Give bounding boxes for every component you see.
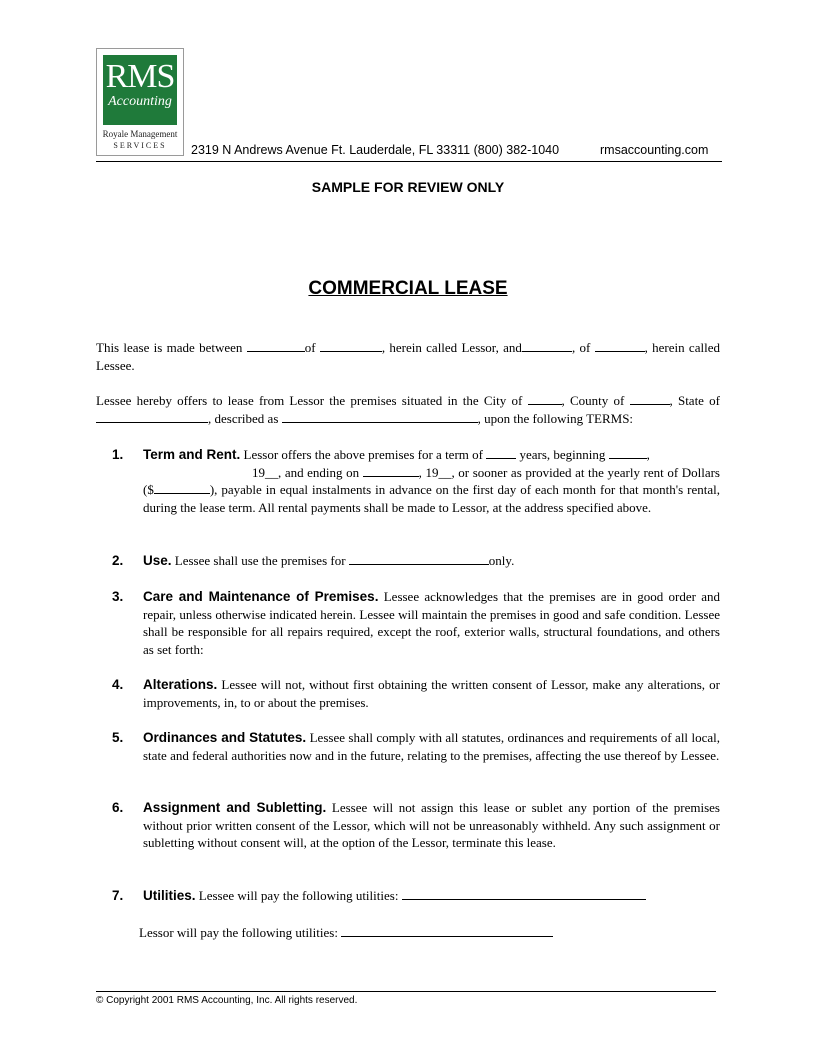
title-text: COMMERCIAL LEASE xyxy=(308,278,508,299)
term-text: , xyxy=(646,447,650,462)
term-number: 1. xyxy=(112,447,124,462)
term-text: years, beginning xyxy=(516,447,609,462)
blank-line xyxy=(522,339,572,352)
term-heading: Term and Rent. xyxy=(143,447,241,462)
intro-text: , State of xyxy=(669,393,720,408)
logo-script: Accounting xyxy=(108,94,172,109)
blank-line xyxy=(282,410,478,423)
blank-line xyxy=(154,481,210,494)
term-number: 5. xyxy=(112,730,124,745)
blank-line xyxy=(486,446,516,459)
blank-line xyxy=(341,924,553,937)
company-address: 2319 N Andrews Avenue Ft. Lauderdale, FL 33311 (800) 382-1040 xyxy=(191,143,560,157)
intro-text: , herein called Lessor, and xyxy=(381,340,522,355)
blank-line xyxy=(363,464,419,477)
term-text: Lessor offers the above premises for a term of xyxy=(240,447,487,462)
term-text: Lessee will pay the following utilities: xyxy=(195,888,402,903)
term-body xyxy=(143,446,720,516)
blank-line xyxy=(595,339,645,352)
term-text: Lessee shall use the premises for xyxy=(171,553,349,568)
term-text: only. xyxy=(488,553,515,568)
term-number: 3. xyxy=(112,589,124,604)
term-number: 6. xyxy=(112,800,124,815)
term-body xyxy=(143,676,720,711)
term-number: 7. xyxy=(112,888,124,903)
intro-text: , upon the following TERMS: xyxy=(477,410,634,426)
term-text: , 19__, or sooner as provided at the yearly rent of Dollars ($ xyxy=(143,464,720,497)
intro-parties xyxy=(96,339,720,374)
term-heading: Utilities. xyxy=(143,888,196,903)
logo-services: SERVICES xyxy=(113,141,167,150)
blank-line xyxy=(528,392,562,405)
term-body xyxy=(143,588,720,658)
term-heading: Assignment and Subletting. xyxy=(143,800,327,815)
term-number: 4. xyxy=(112,677,124,692)
blank-line xyxy=(247,339,305,352)
intro-text: , herein called Lessee. xyxy=(96,340,720,373)
term-text: Lessee will not, without first obtaining the written consent of Lessor, make any alterations, or improvements, in, to or about the premises. xyxy=(143,677,720,710)
term-text: 19__, and ending on xyxy=(252,464,363,480)
sample-notice: SAMPLE FOR REVIEW ONLY xyxy=(311,179,505,195)
blank-line xyxy=(320,339,382,352)
term-text: Lessee will not assign this lease or sublet any portion of the premises without prior written consent of the Lessor, which will not be unreasonably withheld. Any such assignment or subletting without consent will, at the option of the Lessor, terminate this lease. xyxy=(143,800,720,850)
intro-text: Lessee hereby offers to lease from Lessor the premises situated in the City of xyxy=(96,393,528,408)
logo-text: RMS xyxy=(105,58,175,95)
term-heading: Care and Maintenance of Premises. xyxy=(143,589,379,604)
term-heading: Alterations. xyxy=(143,677,218,692)
term-body xyxy=(143,729,720,764)
term-body xyxy=(143,552,720,570)
header-divider xyxy=(96,161,722,162)
term-text: Lessee acknowledges that the premises are in good order and repair, unless otherwise indicated herein. Lessee will maintain the premises in good and safe condition. Lessee shall be responsible for all repairs required, except the roof, exterior walls, structural foundations, and others as set forth: xyxy=(143,589,720,657)
company-website: rmsaccounting.com xyxy=(600,143,709,157)
blank-line xyxy=(349,552,489,565)
term-text: ), payable in equal instalments in advance on the first day of each month for that month's rental, during the lease term. All rental payments shall be made to Lessor, at the address specified above. xyxy=(143,482,720,515)
term-body xyxy=(143,887,720,905)
copyright-notice: © Copyright 2001 RMS Accounting, Inc. All rights reserved. xyxy=(96,995,358,1006)
term-text: Lessee shall comply with all statutes, ordinances and requirements of all local, state and federal authorities now and in the future, relating to the premises, affecting the use thereof by Lessee. xyxy=(143,730,720,763)
logo-subtitle: Royale Management xyxy=(102,129,178,139)
term-heading: Ordinances and Statutes. xyxy=(143,730,307,745)
intro-text: , County of xyxy=(561,393,630,408)
intro-premises xyxy=(96,392,720,427)
footer-divider xyxy=(96,991,716,992)
company-logo xyxy=(96,48,184,156)
blank-line xyxy=(402,887,646,900)
term-number: 2. xyxy=(112,553,124,568)
lessor-utilities xyxy=(139,924,699,942)
intro-text: of xyxy=(304,340,320,355)
document-title xyxy=(0,278,816,300)
blank-line xyxy=(96,410,208,423)
term-text: Lessor will pay the following utilities: xyxy=(139,925,342,940)
term-body xyxy=(143,799,720,852)
intro-text: , described as xyxy=(208,410,282,426)
blank-line xyxy=(630,392,670,405)
intro-text: This lease is made between xyxy=(96,340,247,355)
logo-badge xyxy=(103,55,177,125)
intro-text: , of xyxy=(571,340,595,355)
term-heading: Use. xyxy=(143,553,172,568)
blank-line xyxy=(609,446,647,459)
